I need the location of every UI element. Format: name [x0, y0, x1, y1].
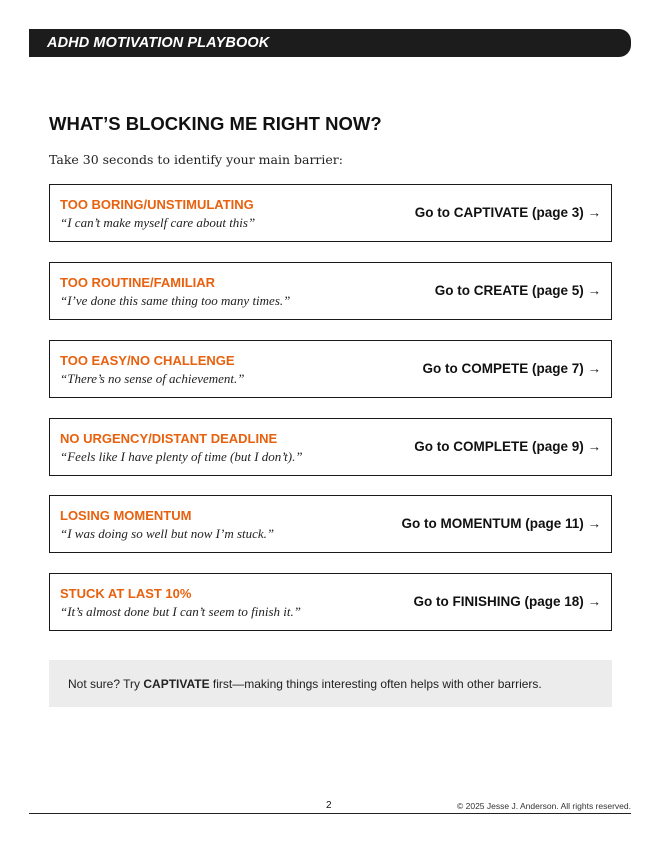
barrier-title: TOO EASY/NO CHALLENGE [60, 353, 235, 368]
go-to-compete-link[interactable]: Go to COMPETE (page 7) → [422, 361, 601, 376]
barrier-card-last-10[interactable] [49, 573, 612, 631]
footer-divider [29, 813, 631, 814]
barrier-quote: “I’ve done this same thing too many times.” [60, 293, 291, 308]
go-to-finishing-link[interactable]: Go to FINISHING (page 18) → [413, 594, 601, 609]
barrier-card-boring[interactable] [49, 184, 612, 242]
tip-box [49, 660, 612, 707]
page-title: WHAT’S BLOCKING ME RIGHT NOW? [49, 113, 382, 134]
tip-suffix: first—making things interesting often helps with other barriers. [209, 677, 542, 691]
barrier-title: TOO BORING/UNSTIMULATING [60, 197, 254, 212]
barrier-title: TOO ROUTINE/FAMILIAR [60, 275, 216, 290]
barrier-title: LOSING MOMENTUM [60, 508, 192, 523]
barrier-card-routine[interactable] [49, 262, 612, 320]
barrier-quote: “It’s almost done but I can’t seem to finish it.” [60, 604, 301, 619]
barrier-title: STUCK AT LAST 10% [60, 586, 192, 601]
barrier-quote: “Feels like I have plenty of time (but I don’t).” [60, 449, 303, 464]
header-title: ADHD MOTIVATION PLAYBOOK [47, 35, 270, 51]
header-bar [29, 29, 631, 57]
go-to-momentum-link[interactable]: Go to MOMENTUM (page 11) → [401, 516, 601, 531]
barrier-card-urgency[interactable] [49, 418, 612, 476]
barrier-quote: “There’s no sense of achievement.” [60, 371, 245, 386]
go-to-create-link[interactable]: Go to CREATE (page 5) → [434, 283, 601, 298]
barrier-title: NO URGENCY/DISTANT DEADLINE [60, 431, 278, 446]
barrier-quote: “I was doing so well but now I’m stuck.” [60, 526, 275, 541]
page-number: 2 [326, 800, 332, 811]
copyright-text: © 2025 Jesse J. Anderson. All rights reserved. [457, 801, 631, 811]
intro-text: Take 30 seconds to identify your main barrier: [49, 152, 343, 167]
barrier-card-momentum[interactable] [49, 495, 612, 553]
barrier-quote: “I can’t make myself care about this” [60, 215, 256, 230]
go-to-captivate-link[interactable]: Go to CAPTIVATE (page 3) → [414, 205, 601, 220]
tip-emphasis: CAPTIVATE [143, 677, 210, 691]
go-to-complete-link[interactable]: Go to COMPLETE (page 9) → [414, 439, 601, 454]
tip-prefix: Not sure? Try [68, 677, 144, 691]
barrier-card-easy[interactable] [49, 340, 612, 398]
tip-text [68, 677, 542, 691]
